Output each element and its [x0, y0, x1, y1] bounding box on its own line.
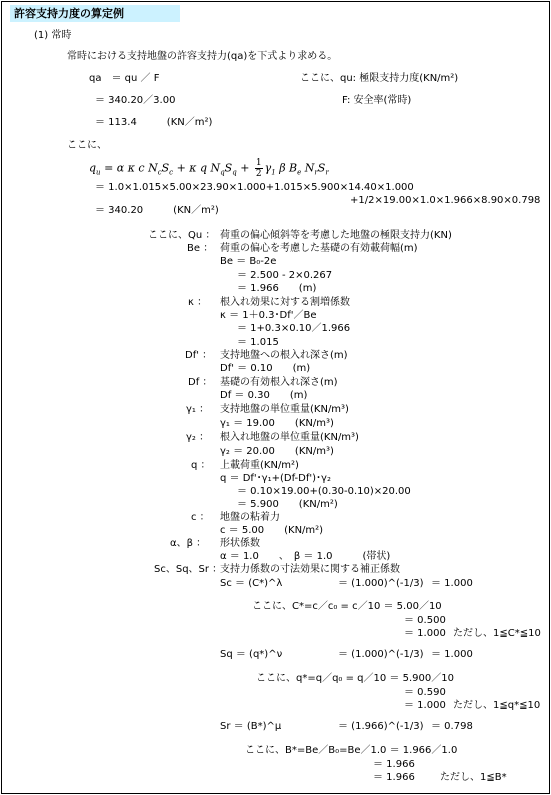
sc-line-3: ＝ 0.500 [404, 615, 446, 626]
qa-note-qu: ここに、qu: 極限支持力度(KN/m²) [300, 73, 459, 84]
def-c-line-1: c ＝ 5.00 (KN/m²) [220, 525, 324, 536]
intro-text: 常時における支持地盤の許容支持力(qa)を下式より求める。 [67, 51, 338, 62]
def-be-label: Be ： [187, 243, 214, 254]
qu-calc-line-2: +1/2×19.00×1.0×1.966×8.90×0.798 [350, 195, 541, 206]
qa-equation-2: ＝ 340.20／3.00 [95, 95, 176, 106]
def-be-line-3: ＝ 1.966 (m) [237, 283, 317, 294]
def-kappa-line-3: ＝ 1.015 [237, 337, 279, 348]
def-kappa-desc: 根入れ効果に対する割増係数 [220, 297, 350, 308]
formula-plus: + [236, 161, 253, 175]
sc-line-2: ここに、C*=c／c₀ = c／10 ＝ 5.00／10 [252, 601, 442, 612]
page-title: 許容支持力度の算定例 [14, 7, 124, 20]
sc-line-1-power: ＝ (1.000)^(-1/3) [338, 578, 424, 589]
formula-sub: q [232, 168, 237, 177]
sr-line-1-result: ＝ 0.798 [431, 721, 473, 732]
formula-term-3: β B [275, 161, 298, 175]
def-qu-desc: 荷重の偏心傾斜等を考慮した地盤の極限支持力(KN) [220, 230, 452, 241]
def-gamma2-label: γ₂ ： [186, 432, 210, 443]
def-df-line-1: Df ＝ 0.30 (m) [220, 390, 308, 401]
def-df-desc: 基礎の有効根入れ深さ(m) [220, 377, 338, 388]
formula-gamma: γ [264, 161, 272, 175]
sq-line-4: ＝ 1.000 [404, 700, 446, 711]
def-dfp-label: Df' ： [185, 350, 213, 361]
def-q-line-1: q ＝ Df'･γ₁+(Df-Df')･γ₂ [220, 473, 331, 484]
sc-line-4-condition: ただし、1≦C*≦10 [453, 628, 541, 639]
sq-line-1-power: ＝ (1.000)^(-1/3) [338, 649, 424, 660]
def-dfp-line-1: Df' ＝ 0.10 (m) [220, 363, 311, 374]
def-s-desc: 支持力係数の寸法効果に関する補正係数 [220, 564, 400, 575]
sq-line-1: Sq ＝ (q*)^ν [220, 649, 283, 660]
sr-line-4-condition: ただし、1≦B* [440, 772, 507, 783]
def-q-desc: 上載荷重(KN/m²) [220, 460, 299, 471]
formula-s: S [161, 161, 170, 175]
sq-line-4-condition: ただし、1≦q*≦10 [453, 700, 541, 711]
def-kappa-label: κ ： [188, 297, 208, 308]
formula-lhs: q [89, 161, 97, 175]
def-gamma1-desc: 支持地盤の単位重量(KN/m³) [220, 404, 349, 415]
def-gamma1-line-1: γ₁ ＝ 19.00 (KN/m³) [220, 418, 334, 429]
sc-line-4: ＝ 1.000 [404, 628, 446, 639]
formula-term-1: = α κ c N [104, 161, 158, 175]
def-ab-desc: 形状係数 [220, 538, 260, 549]
sq-line-2: ここに、q*=q／q₀ = q／10 ＝ 5.900／10 [256, 673, 454, 684]
def-q-label: q ： [191, 460, 211, 471]
sq-line-3: ＝ 0.590 [404, 687, 446, 698]
def-be-desc: 荷重の偏心を考慮した基礎の有効載荷幅(m) [220, 243, 418, 254]
formula-s: S [317, 161, 326, 175]
def-kappa-line-1: κ ＝ 1＋0.3･Df'／Be [220, 310, 317, 321]
def-ab-label: α、β ： [170, 538, 207, 549]
def-dfp-desc: 支持地盤への根入れ深さ(m) [220, 350, 348, 361]
section-heading: (1) 常時 [34, 30, 72, 41]
formula-sub: c [157, 168, 162, 177]
formula-sub: 1 [271, 168, 276, 177]
formula-sub: r [314, 168, 318, 177]
sr-line-1-power: ＝ (1.966)^(-1/3) [338, 721, 424, 732]
def-df-label: Df ： [188, 377, 213, 388]
def-s-label: Sc、Sq、Sr ： [154, 564, 223, 575]
def-qu-label: ここに、Qu ： [148, 230, 216, 241]
qa-equation-3: ＝ 113.4 (KN／m²) [95, 117, 213, 128]
def-c-label: c ： [191, 512, 210, 523]
qa-note-f: F: 安全率(常時) [342, 95, 412, 106]
formula-lhs-sub: u [96, 168, 101, 177]
sr-line-2: ここに、B*=Be／B₀=Be／1.0 ＝ 1.966／1.0 [245, 745, 458, 756]
def-gamma2-line-1: γ₂ ＝ 20.00 (KN/m³) [220, 446, 334, 457]
formula-term-2: + κ q N [173, 161, 221, 175]
def-gamma1-label: γ₁ ： [186, 404, 210, 415]
def-be-line-1: Be ＝ B₀-2e [220, 256, 277, 267]
def-c-desc: 地盤の粘着力 [220, 512, 280, 523]
qa-equation-1: qa ＝ qu ／ F [89, 73, 160, 84]
def-gamma2-desc: 根入れ地盤の単位重量(KN/m³) [220, 432, 359, 443]
fraction-numerator: 1 [255, 158, 262, 168]
formula-term-4: N [301, 161, 315, 175]
formula-fraction [255, 158, 263, 179]
def-q-line-3: ＝ 5.900 (KN/m²) [237, 499, 338, 510]
sc-line-1: Sc ＝ (C*)^λ [220, 578, 283, 589]
formula-s: S [224, 161, 233, 175]
formula-sub: c [169, 168, 174, 177]
ultimate-bearing-formula [89, 158, 329, 179]
formula-sub: r [325, 168, 329, 177]
def-q-line-2: ＝ 0.10×19.00+(0.30-0.10)×20.00 [237, 486, 411, 497]
formula-sub: e [297, 168, 302, 177]
sr-line-3: ＝ 1.966 [373, 759, 415, 770]
fraction-denominator: 2 [255, 169, 262, 179]
sc-line-1-result: ＝ 1.000 [431, 578, 473, 589]
qu-calc-line-1: ＝ 1.0×1.015×5.00×23.90×1.000+1.015×5.900×14.40×1.000 [95, 182, 414, 193]
sr-line-4: ＝ 1.966 [373, 772, 415, 783]
qu-calc-line-3: ＝ 340.20 (KN／m²) [95, 205, 219, 216]
def-ab-line-1: α ＝ 1.0 、 β ＝ 1.0 (帯状) [220, 551, 391, 562]
sr-line-1: Sr ＝ (B*)^μ [220, 721, 282, 732]
def-be-line-2: ＝ 2.500 - 2×0.267 [237, 270, 333, 281]
sq-line-1-result: ＝ 1.000 [431, 649, 473, 660]
kokoni-label: ここに、 [67, 140, 107, 151]
formula-sub: q [220, 168, 225, 177]
def-kappa-line-2: ＝ 1+0.3×0.10／1.966 [237, 323, 351, 334]
